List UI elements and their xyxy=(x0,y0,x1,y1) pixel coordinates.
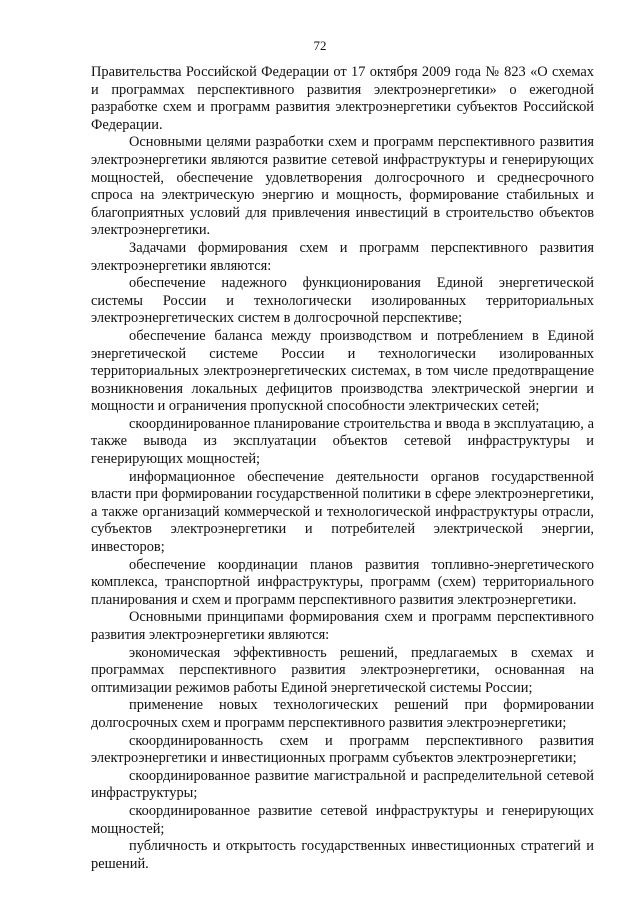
list-item: скоординированное развитие магистральной и распределительной сетевой инфраструктуры; xyxy=(91,767,594,802)
list-item: экономическая эффективность решений, предлагаемых в схемах и программах перспективного развития электроэнергетики, основанная на оптимизации режимов работы Единой энергетической системы России; xyxy=(91,644,594,696)
list-item: информационное обеспечение деятельности органов государственной власти при формировании государственной политики в сфере электроэнергетики, а также организаций коммерческой и технологической инфраструктуры отрасли, субъектов электроэнергетики и потребителей электрической энергии, инвесторов; xyxy=(91,468,594,556)
list-item: обеспечение надежного функционирования Единой энергетической системы России и технологически изолированных территориальных электроэнергетических систем в долгосрочной перспективе; xyxy=(91,275,594,327)
list-item: скоординированное планирование строительства и ввода в эксплуатацию, а также вывода из эксплуатации объектов сетевой инфраструктуры и генерирующих мощностей; xyxy=(91,415,594,468)
paragraph: Основными целями разработки схем и программ перспективного развития электроэнергетики являются развитие сетевой инфраструктуры и генерирующих мощностей, обеспечение удовлетворения долгосрочного и среднесрочного спроса на электрическую энергию и мощность, формирование стабильных и благоприятных условий для привлечения инвестиций в строительство объектов электроэнергетики. xyxy=(91,134,594,239)
page-number: 72 xyxy=(313,38,327,53)
list-item: обеспечение баланса между производством и потреблением в Единой энергетической системе России и технологически изолированных территориальных электроэнергетических системах, в том числе предотвращение возникновения локальных дефицитов производства электрической энергии и мощности и ограничения пропускной способности электрических сетей; xyxy=(91,327,594,415)
list-item: скоординированное развитие сетевой инфраструктуры и генерирующих мощностей; xyxy=(91,802,594,837)
document-body xyxy=(91,64,594,873)
paragraph: Задачами формирования схем и программ перспективного развития электроэнергетики являются: xyxy=(91,239,594,274)
paragraph: Основными принципами формирования схем и программ перспективного развития электроэнергетики являются: xyxy=(91,609,594,643)
list-item: публичность и открытость государственных инвестиционных стратегий и решений. xyxy=(91,838,594,872)
list-item: применение новых технологических решений при формировании долгосрочных схем и программ перспективного развития электроэнергетики; xyxy=(91,697,594,731)
list-item: скоординированность схем и программ перспективного развития электроэнергетики и инвестиционных программ субъектов электроэнергетики; xyxy=(91,732,594,767)
list-item: обеспечение координации планов развития топливно-энергетического комплекса, транспортной инфраструктуры, программ (схем) территориального планирования и схем и программ перспективного развития электроэнергетики. xyxy=(91,556,594,608)
paragraph: Правительства Российской Федерации от 17 октября 2009 года № 823 «О схемах и программах перспективного развития электроэнергетики» о ежегодной разработке схем и программ развития электроэнергетики субъектов Российской Федерации. xyxy=(91,64,594,133)
